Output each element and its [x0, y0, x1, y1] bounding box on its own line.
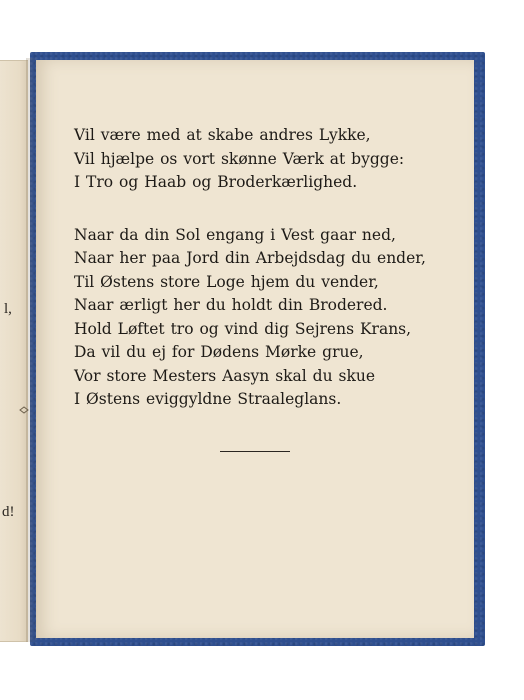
poem-line: Til Østens store Loge hjem du vender, [74, 272, 379, 291]
poem-line: Naar ærligt her du holdt din Brodered. [74, 296, 388, 314]
poem-line: Naar da din Sol engang i Vest gaar ned, [74, 225, 396, 244]
poem-line: Naar her paa Jord din Arbejdsdag du ender, [74, 249, 426, 267]
poem-line: I Tro og Haab og Broderkærlighed. [74, 173, 358, 191]
poem-line: Vil være med at skabe andres Lykke, [74, 126, 371, 144]
poem-line: Hold Løftet tro og vind dig Sejrens Krans, [74, 319, 412, 338]
book-gutter [26, 58, 38, 642]
poem-line: Da vil du ej for Dødens Mørke grue, [74, 343, 364, 361]
poem-text [74, 124, 426, 412]
stanza-break [74, 195, 426, 224]
left-page [0, 60, 28, 642]
poem-line: Vil hjælpe os vort skønne Værk at bygge: [74, 149, 405, 168]
poem-line: Vor store Mesters Aasyn skal du skue [74, 366, 376, 385]
section-divider [220, 451, 290, 452]
poem-line: I Østens eviggyldne Straaleglans. [74, 390, 342, 408]
left-page-fragment: d! [2, 504, 15, 520]
left-page-fragment: l, [4, 301, 12, 317]
